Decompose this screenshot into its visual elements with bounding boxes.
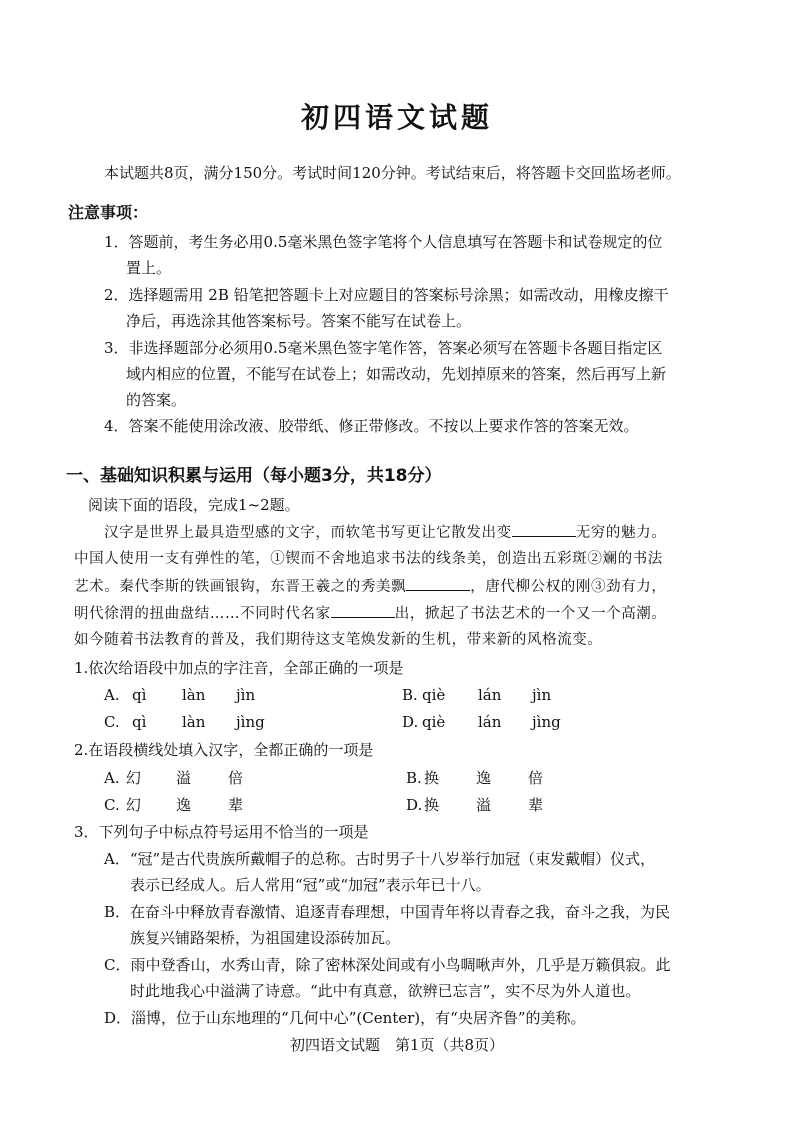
option-label: D. (402, 713, 419, 731)
notice-item-3-line-2: 域内相应的位置，不能写在试卷上；如需改动，先划掉原来的答案，然后再写上新 (126, 365, 667, 383)
question-2-stem: 2.在语段横线处填入汉字，全都正确的一项是 (74, 741, 374, 759)
question-1-option-d (402, 713, 561, 731)
passage-line-1 (104, 522, 666, 543)
option-label: D． (104, 1009, 132, 1027)
option-text: 在奋斗中释放青春激情、追逐青春理想，中国青年将以青春之我，奋斗之我，为民 (130, 903, 671, 921)
option-part: làn (182, 686, 206, 704)
passage-line-5: 如今随着书法教育的普及，我们期待这支笔焕发新的生机，带来新的风格流变。 (74, 632, 603, 648)
question-1-stem: 1.依次给语段中加点的字注音，全部正确的一项是 (74, 659, 404, 677)
question-1-option-c (104, 713, 265, 731)
option-label: A． (104, 850, 130, 868)
option-part: 溢 (176, 769, 192, 787)
question-2-option-a (104, 767, 243, 788)
question-3-option-a-line-1 (104, 849, 655, 869)
passage-line-4 (74, 603, 667, 624)
option-part: qì (132, 713, 147, 731)
passage-line-2: 中国人使用一支有弹性的笔，①锲而不舍地追求书法的线条美，创造出五彩斑②斓的书法 (74, 551, 663, 567)
notice-item-1-line-2: 置上。 (126, 259, 172, 277)
question-3-option-a-line-2: 表示已经成人。后人常用“冠”或“加冠”表示年已十八。 (130, 876, 491, 894)
option-label: B. (402, 686, 418, 704)
question-3-option-b-line-2: 族复兴铺路架桥，为祖国建设添砖加瓦。 (130, 929, 401, 947)
question-1-option-b (402, 686, 551, 704)
question-3-stem: 3．下列句子中标点符号运用不恰当的一项是 (74, 823, 369, 841)
notice-item-3-line-1: 3．非选择题部分必须用0.5毫米黑色签字笔作答，答案必须写在答题卡各题目指定区 (104, 339, 663, 357)
fill-blank-2 (406, 576, 470, 591)
option-label: C． (104, 956, 131, 974)
notice-item-1-line-1: 1．答题前，考生务必用0.5毫米黑色签字笔将个人信息填写在答题卡和试卷规定的位 (104, 233, 663, 251)
question-2-option-d (406, 794, 543, 815)
option-part: qì (132, 686, 147, 704)
question-1-option-a (104, 686, 255, 704)
passage-line-1-a: 汉字是世界上最具造型感的文字，而软笔书写更让它散发出变 (104, 525, 512, 541)
question-3-option-c-line-1 (104, 955, 671, 975)
option-label: A. (104, 686, 120, 704)
notice-item-4: 4．答案不能使用涂改液、胶带纸、修正带修改。不按以上要求作答的答案无效。 (104, 417, 639, 435)
option-label: C. (104, 713, 120, 731)
question-3-option-b-line-1 (104, 902, 670, 922)
page-title: 初四语文试题 (300, 101, 493, 134)
option-part: jìng (532, 713, 561, 731)
section-1-instruction: 阅读下面的语段，完成1~2题。 (88, 496, 300, 514)
option-part: qiè (422, 686, 446, 704)
option-part: 辈 (228, 796, 244, 814)
option-part: 逸 (176, 796, 192, 814)
option-part: 倍 (528, 769, 544, 787)
option-part: 幻 (126, 796, 142, 814)
option-label: C. (104, 796, 120, 814)
notice-item-2-line-2: 净后，再选涂其他答案标号。答案不能写在试卷上。 (126, 312, 472, 330)
option-part: 换 (424, 796, 440, 814)
passage-line-3 (74, 576, 667, 597)
option-part: 倍 (228, 769, 244, 787)
option-text: “冠”是古代贵族所戴帽子的总称。古时男子十八岁举行加冠（束发戴帽）仪式， (129, 850, 656, 868)
option-label: A. (104, 769, 120, 787)
notice-item-3-line-3: 的答案。 (126, 391, 187, 409)
option-label: B． (104, 903, 131, 921)
passage-line-4-b: 出，掀起了书法艺术的一个又一个高潮。 (394, 606, 667, 622)
question-2-option-b (406, 767, 543, 788)
question-3-option-c-line-2: 时此地我心中溢满了诗意。“此中有真意，欲辨已忘言”，实不尽为外人道也。 (130, 982, 641, 1000)
option-part: jìng (236, 713, 265, 731)
page-footer: 初四语文试题 第1页（共8页） (289, 1036, 505, 1054)
notice-item-2-line-1: 2．选择题需用 2B 铅笔把答题卡上对应题目的答案标号涂黑；如需改动，用橡皮擦干 (104, 286, 669, 304)
option-part: 辈 (528, 796, 544, 814)
notice-heading: 注意事项： (68, 203, 149, 222)
fill-blank-1 (512, 522, 576, 537)
option-part: qiè (422, 713, 446, 731)
passage-line-4-a: 明代徐渭的扭曲盘结……不同时代名家 (74, 606, 331, 622)
option-text: 雨中登香山，水秀山青，除了密林深处间或有小鸟啁啾声外，几乎是万籁俱寂。此 (130, 956, 671, 974)
intro-text: 本试题共8页，满分150分。考试时间120分钟。考试结束后，将答题卡交回监场老师。 (104, 164, 681, 182)
option-part: jìn (532, 686, 552, 704)
question-3-option-d (104, 1008, 586, 1028)
option-part: 逸 (476, 769, 492, 787)
option-part: lán (478, 686, 502, 704)
passage-line-1-b: 无穷的魅力。 (575, 525, 667, 541)
option-label: D. (406, 796, 423, 814)
option-part: làn (182, 713, 206, 731)
option-label: B. (406, 769, 422, 787)
option-part: 溢 (476, 796, 492, 814)
section-1-heading: 一、基础知识积累与运用（每小题3分，共18分） (66, 466, 442, 486)
option-part: 幻 (126, 769, 142, 787)
fill-blank-3 (331, 603, 395, 618)
option-part: jìn (236, 686, 256, 704)
passage-line-3-a: 艺术。秦代李斯的铁画银钩，东晋王羲之的秀美飘 (74, 579, 407, 595)
question-2-option-c (104, 794, 243, 815)
option-text: 淄博，位于山东地理的“几何中心”(Center)，有“央居齐鲁”的美称。 (131, 1009, 586, 1027)
option-part: lán (478, 713, 502, 731)
option-part: 换 (424, 769, 440, 787)
passage-line-3-b: ，唐代柳公权的刚③劲有力， (470, 579, 667, 595)
